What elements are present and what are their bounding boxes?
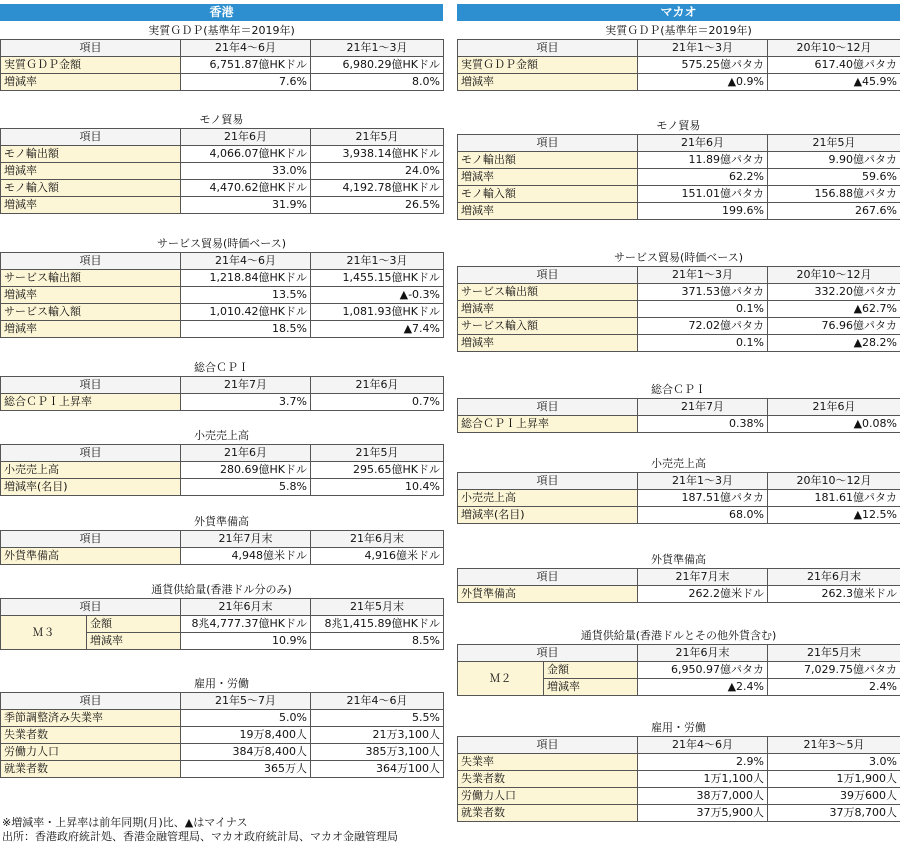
- table-row: [458, 416, 900, 433]
- column-header: 21年5月: [311, 129, 444, 146]
- row-label: 増減率: [458, 203, 638, 220]
- value-current: ▲2.4%: [638, 679, 768, 696]
- table-row: [458, 754, 900, 771]
- money-section: [457, 628, 900, 696]
- column-header: 項目: [1, 377, 181, 394]
- value-previous: 8兆1,415.89億HKドル: [311, 616, 444, 633]
- value-previous: 2.4%: [768, 679, 900, 696]
- column-header: 21年6月: [181, 129, 311, 146]
- row-label: 増減率: [458, 169, 638, 186]
- footnotes: [2, 816, 398, 844]
- table-row: [458, 662, 900, 679]
- row-label: サービス輸入額: [458, 318, 638, 335]
- row-label: 増減率: [87, 633, 181, 650]
- value-current: 2.9%: [638, 754, 768, 771]
- value-current: 1,218.84億HKドル: [181, 270, 311, 287]
- row-label: 金額: [544, 662, 638, 679]
- table-row: [458, 805, 900, 822]
- value-previous: 0.7%: [311, 394, 444, 411]
- services-title: サービス貿易(時価ベース): [156, 237, 287, 250]
- value-current: 4,066.07億HKドル: [181, 146, 311, 163]
- table-row: [1, 74, 444, 91]
- reserves-table: [0, 530, 444, 565]
- services-table: [0, 252, 444, 338]
- cpi-title: 総合ＣＰＩ: [651, 383, 706, 396]
- row-label: 増減率: [458, 74, 638, 91]
- row-label: モノ輸入額: [458, 186, 638, 203]
- trade-table: [457, 134, 900, 220]
- value-previous: 617.40億パタカ: [768, 57, 900, 74]
- column-header: 21年6月末: [311, 531, 444, 548]
- value-previous: 3,938.14億HKドル: [311, 146, 444, 163]
- employment-title: 雇用・労働: [651, 721, 706, 734]
- value-current: 262.2億米ドル: [638, 586, 768, 603]
- header-row: [1, 599, 444, 616]
- table-row: [458, 186, 900, 203]
- retail-title: 小売売上高: [651, 457, 706, 470]
- table-row: [1, 287, 444, 304]
- column-header: 21年3～5月: [768, 737, 900, 754]
- table-row: [458, 507, 900, 524]
- reserves-title: 外貨準備高: [651, 553, 706, 566]
- table-row: [1, 548, 444, 565]
- row-label: 外貨準備高: [1, 548, 181, 565]
- column-header: 項目: [458, 267, 638, 284]
- value-current: 4,948億米ドル: [181, 548, 311, 565]
- header-row: [458, 473, 900, 490]
- table-row: [458, 203, 900, 220]
- column-header: 21年6月: [311, 377, 444, 394]
- column-header: 21年6月末: [181, 599, 311, 616]
- table-row: [1, 163, 444, 180]
- value-previous: ▲62.7%: [768, 301, 900, 318]
- table-row: [1, 197, 444, 214]
- column-header: 21年5月: [311, 445, 444, 462]
- value-previous: ▲7.4%: [311, 321, 444, 338]
- column-header: 項目: [458, 399, 638, 416]
- table-row: [1, 394, 444, 411]
- value-previous: ▲0.08%: [768, 416, 900, 433]
- column-header: 21年1～3月: [638, 267, 768, 284]
- table-row: [458, 771, 900, 788]
- value-current: 10.9%: [181, 633, 311, 650]
- value-current: 365万人: [181, 761, 311, 778]
- row-label: モノ輸出額: [1, 146, 181, 163]
- value-current: 1万1,100人: [638, 771, 768, 788]
- row-label: 増減率: [1, 163, 181, 180]
- value-previous: ▲-0.3%: [311, 287, 444, 304]
- services-section: [0, 236, 443, 338]
- header-row: [458, 569, 900, 586]
- value-previous: 3.0%: [768, 754, 900, 771]
- table-row: [458, 74, 900, 91]
- table-row: [458, 788, 900, 805]
- services-table: [457, 266, 900, 352]
- row-label: 増減率: [458, 335, 638, 352]
- table-row: [1, 321, 444, 338]
- employment-section: [0, 676, 443, 778]
- column-header: 項目: [458, 40, 638, 57]
- table-row: [1, 270, 444, 287]
- row-label: 労働力人口: [1, 744, 181, 761]
- retail-table: [457, 472, 900, 524]
- money-aggregate-label: Ｍ３: [1, 616, 87, 650]
- table-row: [1, 479, 444, 496]
- row-label: 失業率: [458, 754, 638, 771]
- value-current: 151.01億パタカ: [638, 186, 768, 203]
- column-header: 21年1～3月: [311, 40, 444, 57]
- table-row: [1, 57, 444, 74]
- trade-title: モノ貿易: [199, 113, 244, 126]
- employment-table: [0, 692, 444, 778]
- trade-section: [0, 112, 443, 214]
- table-row: [458, 169, 900, 186]
- value-current: 371.53億パタカ: [638, 284, 768, 301]
- trade-section: [457, 118, 900, 220]
- value-current: 1,010.42億HKドル: [181, 304, 311, 321]
- row-label: 労働力人口: [458, 788, 638, 805]
- value-current: 0.38%: [638, 416, 768, 433]
- column-header: 21年4～6月: [181, 253, 311, 270]
- header-row: [1, 531, 444, 548]
- table-row: [458, 301, 900, 318]
- column-header: 21年5～7月: [181, 693, 311, 710]
- table-row: [1, 710, 444, 727]
- row-label: 増減率: [458, 301, 638, 318]
- header-row: [1, 445, 444, 462]
- cpi-section: [0, 360, 443, 411]
- value-current: 6,751.87億HKドル: [181, 57, 311, 74]
- value-current: 5.0%: [181, 710, 311, 727]
- macau-column: [457, 4, 900, 819]
- trade-title: モノ貿易: [656, 119, 701, 132]
- header-row: [1, 253, 444, 270]
- column-header: 項目: [1, 531, 181, 548]
- value-previous: 21万3,100人: [311, 727, 444, 744]
- value-current: 7.6%: [181, 74, 311, 91]
- header-row: [1, 377, 444, 394]
- column-header: 21年7月: [638, 399, 768, 416]
- column-header: 項目: [458, 737, 638, 754]
- table-row: [458, 284, 900, 301]
- money-table: [0, 598, 444, 650]
- table-row: [1, 304, 444, 321]
- row-label: サービス輸入額: [1, 304, 181, 321]
- row-label: 増減率: [1, 321, 181, 338]
- row-label: 金額: [87, 616, 181, 633]
- row-label: 季節調整済み失業率: [1, 710, 181, 727]
- value-previous: 39万600人: [768, 788, 900, 805]
- column-header: 21年4～6月: [638, 737, 768, 754]
- cpi-table: [0, 376, 444, 411]
- header-row: [458, 645, 900, 662]
- table-row: [458, 335, 900, 352]
- column-header: 項目: [1, 129, 181, 146]
- value-previous: 1,455.15億HKドル: [311, 270, 444, 287]
- row-label: 失業者数: [458, 771, 638, 788]
- column-header: 21年5月末: [311, 599, 444, 616]
- gdp-table: [457, 39, 900, 91]
- value-current: 6,950.97億パタカ: [638, 662, 768, 679]
- column-header: 項目: [458, 473, 638, 490]
- row-label: モノ輸出額: [458, 152, 638, 169]
- hong-kong-column: [0, 4, 443, 775]
- column-header: 21年7月末: [638, 569, 768, 586]
- value-previous: 8.5%: [311, 633, 444, 650]
- retail-section: [0, 428, 443, 496]
- value-previous: 262.3億米ドル: [768, 586, 900, 603]
- column-header: 項目: [1, 599, 181, 616]
- column-header: 21年1～3月: [311, 253, 444, 270]
- gdp-title: 実質ＧＤＰ(基準年＝2019年): [148, 24, 295, 37]
- row-label: 増減率(名目): [1, 479, 181, 496]
- cpi-table: [457, 398, 900, 433]
- row-label: サービス輸出額: [458, 284, 638, 301]
- column-header: 21年5月末: [768, 645, 900, 662]
- money-title: 通貨供給量(香港ドルとその他外貨含む): [580, 629, 777, 642]
- value-current: 13.5%: [181, 287, 311, 304]
- value-previous: 1万1,900人: [768, 771, 900, 788]
- value-previous: 37万8,700人: [768, 805, 900, 822]
- value-previous: 181.61億パタカ: [768, 490, 900, 507]
- column-header: 項目: [458, 135, 638, 152]
- gdp-table: [0, 39, 444, 91]
- header-row: [458, 135, 900, 152]
- value-previous: ▲28.2%: [768, 335, 900, 352]
- column-header: 21年6月: [638, 135, 768, 152]
- header-row: [458, 737, 900, 754]
- value-current: 4,470.62億HKドル: [181, 180, 311, 197]
- header-row: [1, 693, 444, 710]
- column-header: 20年10～12月: [768, 267, 900, 284]
- column-header: 20年10～12月: [768, 40, 900, 57]
- value-current: 8兆4,777.37億HKドル: [181, 616, 311, 633]
- reserves-table: [457, 568, 900, 603]
- column-header: 21年6月末: [638, 645, 768, 662]
- money-section: [0, 582, 443, 650]
- retail-table: [0, 444, 444, 496]
- row-label: 増減率: [544, 679, 638, 696]
- gdp-title: 実質ＧＤＰ(基準年＝2019年): [605, 24, 752, 37]
- column-header: 項目: [1, 253, 181, 270]
- value-current: 33.0%: [181, 163, 311, 180]
- footnote-note: ※増減率・上昇率は前年同期(月)比、▲はマイナス: [2, 816, 248, 829]
- value-previous: 385万3,100人: [311, 744, 444, 761]
- value-previous: 5.5%: [311, 710, 444, 727]
- value-current: 0.1%: [638, 335, 768, 352]
- table-row: [458, 318, 900, 335]
- column-header: 21年5月: [768, 135, 900, 152]
- value-previous: 24.0%: [311, 163, 444, 180]
- value-previous: 332.20億パタカ: [768, 284, 900, 301]
- value-current: 3.7%: [181, 394, 311, 411]
- retail-title: 小売売上高: [194, 429, 249, 442]
- table-row: [1, 744, 444, 761]
- cpi-title: 総合ＣＰＩ: [194, 361, 249, 374]
- column-header: 20年10～12月: [768, 473, 900, 490]
- value-previous: 267.6%: [768, 203, 900, 220]
- value-previous: 76.96億パタカ: [768, 318, 900, 335]
- footnote-source: 出所：香港政府統計処、香港金融管理局、マカオ政府統計局、マカオ金融管理局: [2, 830, 398, 843]
- row-label: サービス輸出額: [1, 270, 181, 287]
- column-header: 21年1～3月: [638, 40, 768, 57]
- column-header: 項目: [458, 645, 638, 662]
- employment-table: [457, 736, 900, 822]
- header-row: [1, 40, 444, 57]
- column-header: 21年4～6月: [311, 693, 444, 710]
- value-current: 280.69億HKドル: [181, 462, 311, 479]
- row-label: 外貨準備高: [458, 586, 638, 603]
- header-row: [458, 40, 900, 57]
- column-header: 21年7月: [181, 377, 311, 394]
- value-current: 68.0%: [638, 507, 768, 524]
- gdp-section: [0, 23, 443, 91]
- value-previous: 7,029.75億パタカ: [768, 662, 900, 679]
- column-header: 21年1～3月: [638, 473, 768, 490]
- row-label: 増減率: [1, 287, 181, 304]
- value-current: 575.25億パタカ: [638, 57, 768, 74]
- table-row: [458, 586, 900, 603]
- value-previous: 6,980.29億HKドル: [311, 57, 444, 74]
- header-row: [1, 129, 444, 146]
- value-current: 38万7,000人: [638, 788, 768, 805]
- column-header: 項目: [1, 693, 181, 710]
- row-label: 小売売上高: [1, 462, 181, 479]
- column-header: 項目: [1, 445, 181, 462]
- gdp-section: [457, 23, 900, 91]
- value-current: 384万8,400人: [181, 744, 311, 761]
- value-previous: 4,192.78億HKドル: [311, 180, 444, 197]
- value-current: 62.2%: [638, 169, 768, 186]
- column-header: 項目: [1, 40, 181, 57]
- value-current: 72.02億パタカ: [638, 318, 768, 335]
- row-label: 小売売上高: [458, 490, 638, 507]
- money-table: [457, 644, 900, 696]
- value-previous: 364万100人: [311, 761, 444, 778]
- row-label: 就業者数: [1, 761, 181, 778]
- value-current: 31.9%: [181, 197, 311, 214]
- table-row: [1, 727, 444, 744]
- value-previous: ▲45.9%: [768, 74, 900, 91]
- value-previous: 9.90億パタカ: [768, 152, 900, 169]
- row-label: 失業者数: [1, 727, 181, 744]
- table-row: [458, 490, 900, 507]
- column-header: 項目: [458, 569, 638, 586]
- value-current: 11.89億パタカ: [638, 152, 768, 169]
- value-current: 199.6%: [638, 203, 768, 220]
- employment-section: [457, 720, 900, 822]
- table-row: [1, 616, 444, 633]
- value-current: ▲0.9%: [638, 74, 768, 91]
- value-previous: ▲12.5%: [768, 507, 900, 524]
- column-header: 21年6月: [181, 445, 311, 462]
- region-header: マカオ: [457, 4, 900, 21]
- column-header: 21年6月: [768, 399, 900, 416]
- row-label: 総合ＣＰＩ上昇率: [458, 416, 638, 433]
- value-previous: 59.6%: [768, 169, 900, 186]
- row-label: 実質ＧＤＰ金額: [1, 57, 181, 74]
- services-section: [457, 250, 900, 352]
- row-label: 就業者数: [458, 805, 638, 822]
- header-row: [458, 267, 900, 284]
- region-header: 香港: [0, 4, 443, 21]
- cpi-section: [457, 382, 900, 433]
- trade-table: [0, 128, 444, 214]
- value-current: 5.8%: [181, 479, 311, 496]
- row-label: 増減率(名目): [458, 507, 638, 524]
- header-row: [458, 399, 900, 416]
- row-label: モノ輸入額: [1, 180, 181, 197]
- table-row: [1, 146, 444, 163]
- value-current: 0.1%: [638, 301, 768, 318]
- value-current: 187.51億パタカ: [638, 490, 768, 507]
- row-label: 実質ＧＤＰ金額: [458, 57, 638, 74]
- table-row: [1, 180, 444, 197]
- table-row: [1, 462, 444, 479]
- value-previous: 156.88億パタカ: [768, 186, 900, 203]
- money-title: 通貨供給量(香港ドル分のみ): [151, 583, 292, 596]
- value-previous: 1,081.93億HKドル: [311, 304, 444, 321]
- reserves-title: 外貨準備高: [194, 515, 249, 528]
- value-previous: 4,916億米ドル: [311, 548, 444, 565]
- retail-section: [457, 456, 900, 524]
- row-label: 増減率: [1, 197, 181, 214]
- row-label: 増減率: [1, 74, 181, 91]
- money-aggregate-label: Ｍ２: [458, 662, 544, 696]
- value-current: 18.5%: [181, 321, 311, 338]
- table-row: [458, 57, 900, 74]
- reserves-section: [457, 552, 900, 603]
- row-label: 総合ＣＰＩ上昇率: [1, 394, 181, 411]
- table-row: [458, 152, 900, 169]
- value-previous: 295.65億HKドル: [311, 462, 444, 479]
- value-previous: 8.0%: [311, 74, 444, 91]
- reserves-section: [0, 514, 443, 565]
- employment-title: 雇用・労働: [194, 677, 249, 690]
- column-header: 21年6月末: [768, 569, 900, 586]
- column-header: 21年4～6月: [181, 40, 311, 57]
- value-current: 19万8,400人: [181, 727, 311, 744]
- value-current: 37万5,900人: [638, 805, 768, 822]
- value-previous: 26.5%: [311, 197, 444, 214]
- column-header: 21年7月末: [181, 531, 311, 548]
- services-title: サービス貿易(時価ベース): [613, 251, 744, 264]
- table-row: [1, 761, 444, 778]
- value-previous: 10.4%: [311, 479, 444, 496]
